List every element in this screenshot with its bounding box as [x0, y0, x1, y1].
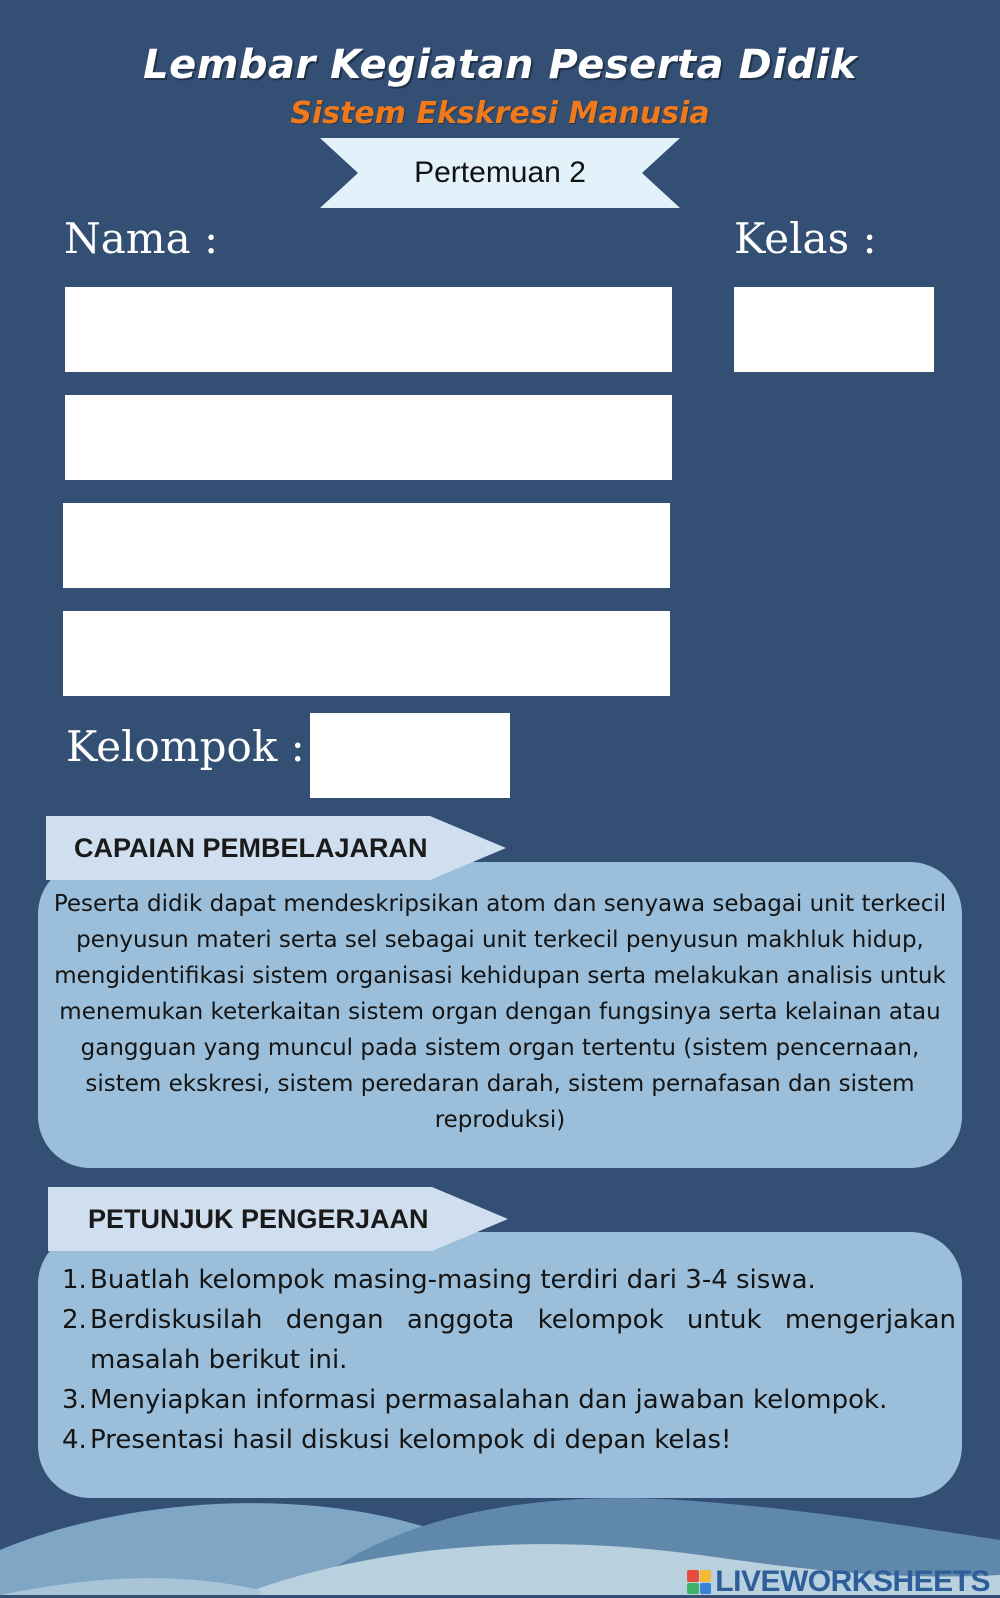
list-item [62, 1260, 956, 1300]
capaian-line: penyusun materi serta sel sebagai unit terkecil penyusun makhluk hidup, [76, 927, 924, 953]
capaian-line: gangguan yang muncul pada sistem organ tertentu (sistem pencernaan, [80, 1035, 920, 1061]
class-field[interactable] [734, 287, 934, 372]
capaian-line: menemukan keterkaitan sistem organ dengan fungsinya serta kelainan atau [59, 999, 941, 1025]
worksheet-title: Lembar Kegiatan Peserta Didik [143, 42, 857, 88]
meeting-label: Pertemuan 2 [414, 156, 586, 189]
capaian-panel [38, 862, 962, 1168]
petunjuk-heading: PETUNJUK PENGERJAAN [88, 1204, 429, 1234]
step-number: 3. [62, 1385, 87, 1415]
steps-list [62, 1260, 956, 1460]
step-text: Presentasi hasil diskusi kelompok di depan kelas! [90, 1425, 732, 1455]
step-text: Menyiapkan informasi permasalahan dan jawaban kelompok. [90, 1385, 888, 1415]
worksheet-subtitle: Sistem Ekskresi Manusia [290, 96, 710, 131]
brand [687, 1565, 990, 1598]
capaian-text [44, 886, 956, 1138]
list-item [62, 1300, 956, 1380]
capaian-line: Peserta didik dapat mendeskripsikan atom dan senyawa sebagai unit terkecil [53, 891, 947, 917]
list-item [62, 1420, 956, 1460]
name-label: Nama : [64, 214, 219, 263]
class-label: Kelas : [734, 214, 877, 263]
capaian-heading-tab [46, 816, 506, 880]
meeting-banner [320, 138, 680, 208]
capaian-line: sistem ekskresi, sistem peredaran darah, sistem pernafasan dan sistem [85, 1071, 915, 1097]
name-field-3[interactable] [63, 503, 670, 588]
name-field-2[interactable] [65, 395, 672, 480]
list-item [62, 1380, 956, 1420]
step-number: 2. [62, 1305, 87, 1335]
petunjuk-panel [38, 1232, 962, 1498]
capaian-line: reproduksi) [434, 1107, 566, 1133]
group-label: Kelompok : [66, 722, 305, 771]
step-text: Berdiskusilah dengan anggota kelompok untuk mengerjakan masalah berikut ini. [90, 1305, 956, 1375]
petunjuk-heading-tab [48, 1187, 508, 1251]
step-text: Buatlah kelompok masing-masing terdiri dari 3-4 siswa. [90, 1265, 816, 1295]
capaian-line: mengidentifikasi sistem organisasi kehidupan serta melakukan analisis untuk [54, 963, 946, 989]
name-field-1[interactable] [65, 287, 672, 372]
step-number: 1. [62, 1265, 87, 1295]
capaian-heading: CAPAIAN PEMBELAJARAN [74, 833, 428, 863]
group-field[interactable] [310, 713, 510, 798]
liveworksheets-logo-icon [687, 1570, 711, 1594]
name-field-4[interactable] [63, 611, 670, 696]
step-number: 4. [62, 1425, 87, 1455]
brand-name: LIVEWORKSHEETS [715, 1565, 990, 1598]
